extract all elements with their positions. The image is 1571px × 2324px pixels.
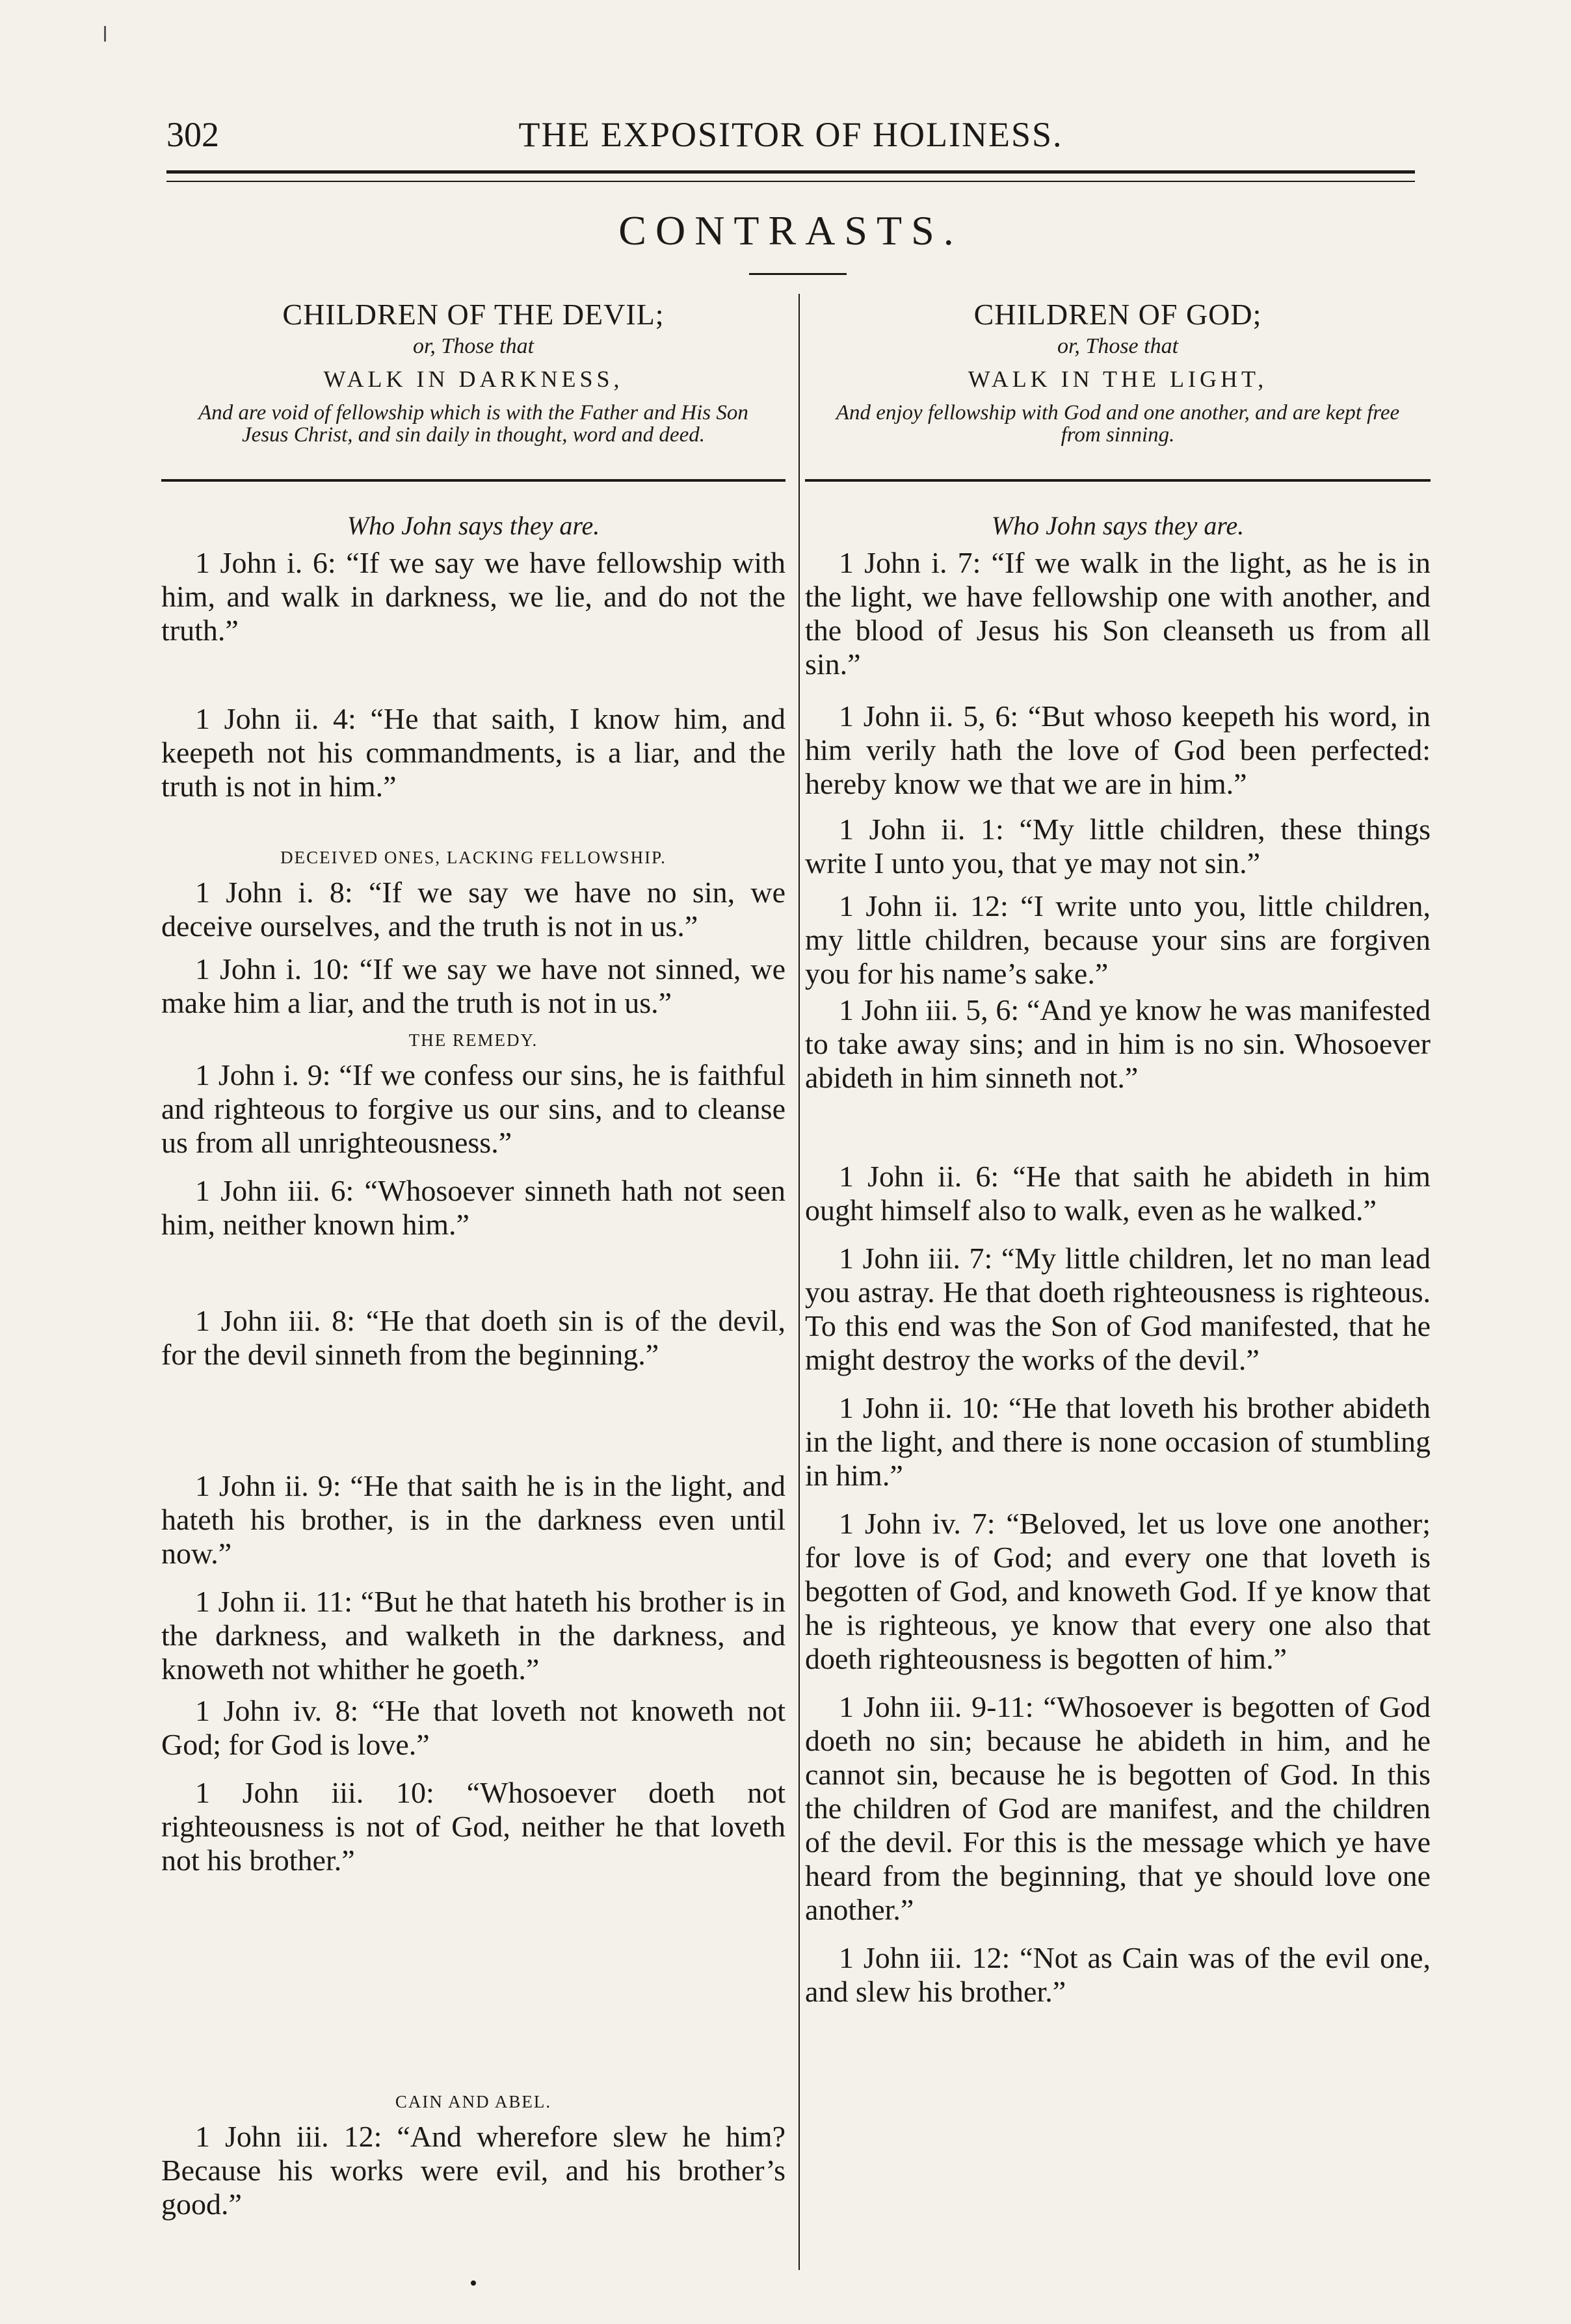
left-verse: 1 John iii. 12: “And wherefore slew he him? Because his works were evil, and his brother’s good.”	[161, 2120, 785, 2221]
left-subheading: Who John says they are.	[347, 511, 600, 540]
title-rule	[749, 273, 847, 275]
right-heading: CHILDREN OF GOD;	[973, 298, 1262, 331]
page-number: 302	[166, 115, 219, 154]
right-walk-line: WALK IN THE LIGHT,	[968, 366, 1268, 392]
right-verse: 1 John ii. 6: “He that saith he abideth in him ought himself also to walk, even as he walked.”	[805, 1160, 1431, 1227]
right-column	[805, 296, 1431, 2009]
scan-mark	[104, 26, 106, 42]
right-or-line: or, Those that	[1057, 334, 1179, 358]
right-verse: 1 John ii. 10: “He that loveth his brother abideth in the light, and there is none occasion of stumbling in him.”	[805, 1391, 1431, 1492]
right-column-header	[805, 297, 1431, 492]
right-verse: 1 John ii. 12: “I write unto you, little children, my little children, because your sins are forgiven you for his name’s sake.”	[805, 889, 1431, 990]
left-verse: 1 John i. 9: “If we confess our sins, he is faithful and righteous to forgive us our sins, and to cleanse us from all unrighteousness.”	[161, 1058, 785, 1159]
head-rule-thin	[166, 181, 1415, 182]
right-verse: 1 John iii. 7: “My little children, let no man lead you astray. He that doeth righteousness is righteous. To this end was the Son of God manifested, that he might destroy the works of the devil.”	[805, 1242, 1431, 1376]
left-verse: 1 John ii. 4: “He that saith, I know him, and keepeth not his commandments, is a liar, and the truth is not in him.”	[161, 702, 785, 803]
left-description: And are void of fellowship which is with the Father and His Son Jesus Christ, and sin daily in thought, word and deed.	[198, 401, 748, 447]
left-header-rule	[161, 479, 785, 482]
right-verse: 1 John iii. 12: “Not as Cain was of the evil one, and slew his brother.”	[805, 1941, 1431, 2008]
left-verse: 1 John iv. 8: “He that loveth not knoweth not God; for God is love.”	[161, 1694, 785, 1761]
head-rule-thick	[166, 170, 1415, 174]
left-walk-line: WALK IN DARKNESS,	[323, 366, 624, 392]
bottom-dot	[471, 2280, 476, 2286]
article-title: CONTRASTS.	[618, 207, 963, 254]
right-verse: 1 John iii. 9-11: “Whosoever is begotten of God doeth no sin; because he abideth in him, and he cannot sin, because he is begotten of God. In this the children of God are manifest, and the children of the devil. For this is the message which ye have heard from the beginning, that ye should love one another.”	[805, 1690, 1431, 1926]
left-verse: 1 John ii. 9: “He that saith he is in the light, and hateth his brother, is in the darkness even until now.”	[161, 1469, 785, 1570]
right-verse: 1 John ii. 5, 6: “But whoso keepeth his word, in him verily hath the love of God been perfected: hereby know we that we are in him.”	[805, 699, 1431, 800]
left-column	[161, 296, 785, 2221]
left-verse: 1 John iii. 10: “Whosoever doeth not righteousness is not of God, neither he that loveth not his brother.”	[161, 1776, 785, 1877]
left-section-deceived: DECEIVED ONES, LACKING FELLOWSHIP.	[280, 848, 667, 867]
column-divider	[799, 294, 800, 2270]
left-heading: CHILDREN OF THE DEVIL;	[282, 298, 665, 331]
left-verse: 1 John iii. 8: “He that doeth sin is of the devil, for the devil sinneth from the beginning.”	[161, 1304, 785, 1371]
right-header-rule	[805, 479, 1431, 482]
left-verse: 1 John iii. 6: “Whosoever sinneth hath not seen him, neither known him.”	[161, 1174, 785, 1241]
left-column-header	[161, 297, 785, 492]
right-verse: 1 John i. 7: “If we walk in the light, as he is in the light, we have fellowship one with another, and the blood of Jesus his Son cleanseth us from all sin.”	[805, 546, 1431, 681]
right-subheading: Who John says they are.	[991, 511, 1245, 540]
right-verse: 1 John iii. 5, 6: “And ye know he was manifested to take away sins; and in him is no sin. Whosoever abideth in him sinneth not.”	[805, 993, 1431, 1094]
left-verse: 1 John i. 10: “If we say we have not sinned, we make him a liar, and the truth is not in us.”	[161, 952, 785, 1019]
left-verse: 1 John i. 6: “If we say we have fellowship with him, and walk in darkness, we lie, and do not the truth.”	[161, 546, 785, 647]
left-verse: 1 John ii. 11: “But he that hateth his brother is in the darkness, and walketh in the darkness, and knoweth not whither he goeth.”	[161, 1585, 785, 1686]
left-section-cain-abel: CAIN AND ABEL.	[395, 2092, 552, 2111]
left-verse: 1 John i. 8: “If we say we have no sin, we deceive ourselves, and the truth is not in us.”	[161, 876, 785, 943]
running-head	[166, 114, 1415, 160]
right-description: And enjoy fellowship with God and one another, and are kept free from sinning.	[836, 401, 1400, 447]
right-verse: 1 John ii. 1: “My little children, these things write I unto you, that ye may not sin.”	[805, 813, 1431, 880]
right-verse: 1 John iv. 7: “Beloved, let us love one another; for love is of God; and every one that loveth is begotten of God, and knoweth God. If ye know that he is righteous, ye know that every one also that doeth righteousness is begotten of him.”	[805, 1507, 1431, 1675]
journal-title: THE EXPOSITOR OF HOLINESS.	[518, 115, 1063, 154]
left-section-remedy: THE REMEDY.	[408, 1030, 538, 1050]
left-or-line: or, Those that	[412, 334, 535, 358]
